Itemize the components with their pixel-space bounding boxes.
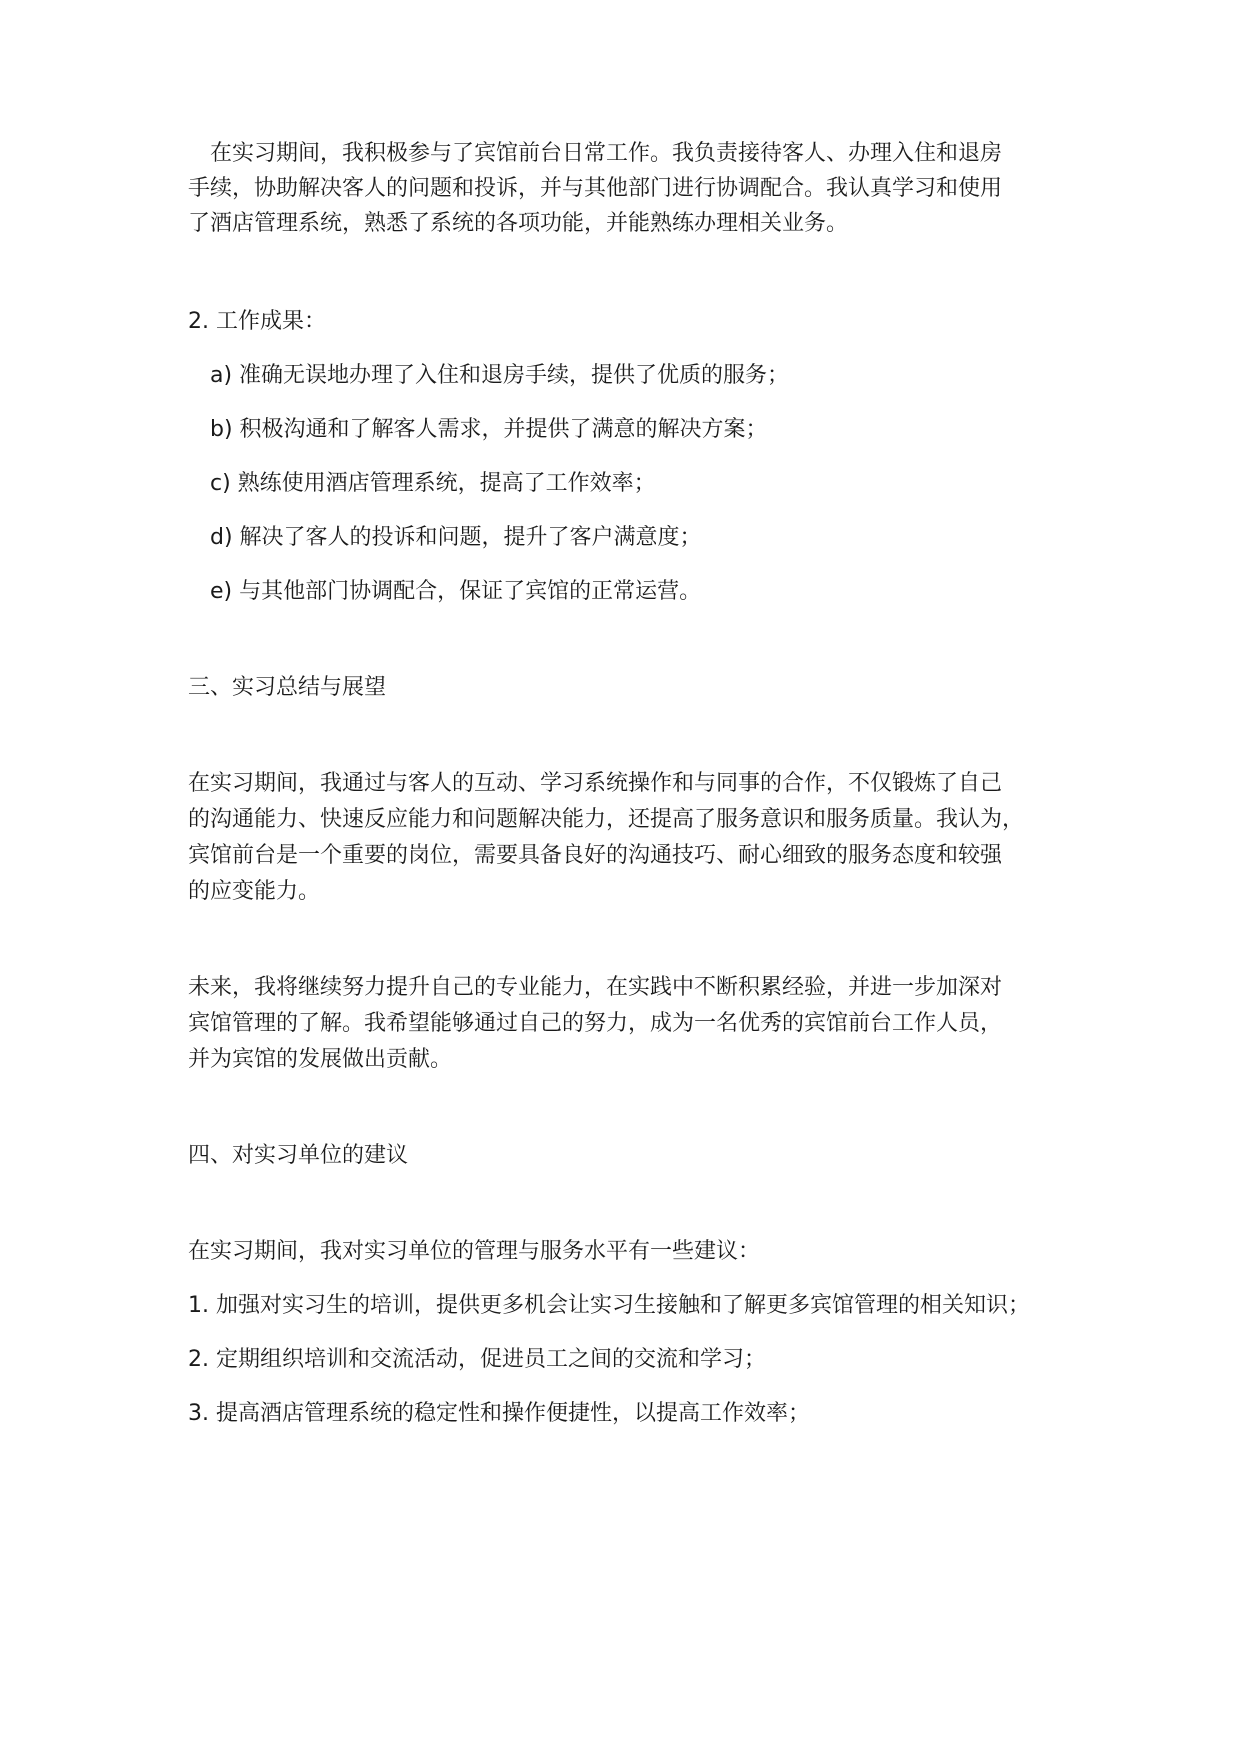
results-item-a: a) 准确无误地办理了入住和退房手续，提供了优质的服务；: [210, 363, 790, 388]
section4-item-2: 2. 定期组织培训和交流活动，促进员工之间的交流和学习；: [188, 1347, 766, 1372]
section4-item-1: 1. 加强对实习生的培训，提供更多机会让实习生接触和了解更多宾馆管理的相关知识；: [188, 1293, 1030, 1318]
results-item-e: e) 与其他部门协调配合，保证了宾馆的正常运营。: [210, 579, 702, 604]
results-item-c: c) 熟练使用酒店管理系统，提高了工作效率；: [210, 471, 656, 496]
section3-para1-line-3: 宾馆前台是一个重要的岗位，需要具备良好的沟通技巧、耐心细致的服务态度和较强: [188, 843, 1003, 868]
section4-heading: 四、对实习单位的建议: [188, 1143, 409, 1168]
section3-para1-line-1: 在实习期间，我通过与客人的互动、学习系统操作和与同事的合作，不仅锻炼了自己: [188, 771, 1003, 796]
section3-para1-line-2: 的沟通能力、快速反应能力和问题解决能力，还提高了服务意识和服务质量。我认为，: [188, 807, 1025, 832]
results-item-d: d) 解决了客人的投诉和问题，提升了客户满意度；: [210, 525, 702, 550]
intro-line-1: 在实习期间，我积极参与了宾馆前台日常工作。我负责接待客人、办理入住和退房: [210, 141, 1003, 166]
section3-para1-line-4: 的应变能力。: [188, 879, 321, 904]
section3-para2-line-3: 并为宾馆的发展做出贡献。: [188, 1047, 453, 1072]
section4-item-3: 3. 提高酒店管理系统的稳定性和操作便捷性，以提高工作效率；: [188, 1401, 810, 1426]
intro-line-2: 手续，协助解决客人的问题和投诉，并与其他部门进行协调配合。我认真学习和使用: [188, 176, 1003, 201]
section3-para2-line-2: 宾馆管理的了解。我希望能够通过自己的努力，成为一名优秀的宾馆前台工作人员，: [188, 1011, 1003, 1036]
section4-intro: 在实习期间，我对实习单位的管理与服务水平有一些建议：: [188, 1239, 761, 1264]
intro-line-3: 了酒店管理系统，熟悉了系统的各项功能，并能熟练办理相关业务。: [188, 211, 849, 236]
section3-heading: 三、实习总结与展望: [188, 675, 387, 700]
section3-para2-line-1: 未来，我将继续努力提升自己的专业能力，在实践中不断积累经验，并进一步加深对: [188, 975, 1003, 1000]
results-item-b: b) 积极沟通和了解客人需求，并提供了满意的解决方案；: [210, 417, 768, 442]
results-heading: 2. 工作成果：: [188, 309, 326, 334]
